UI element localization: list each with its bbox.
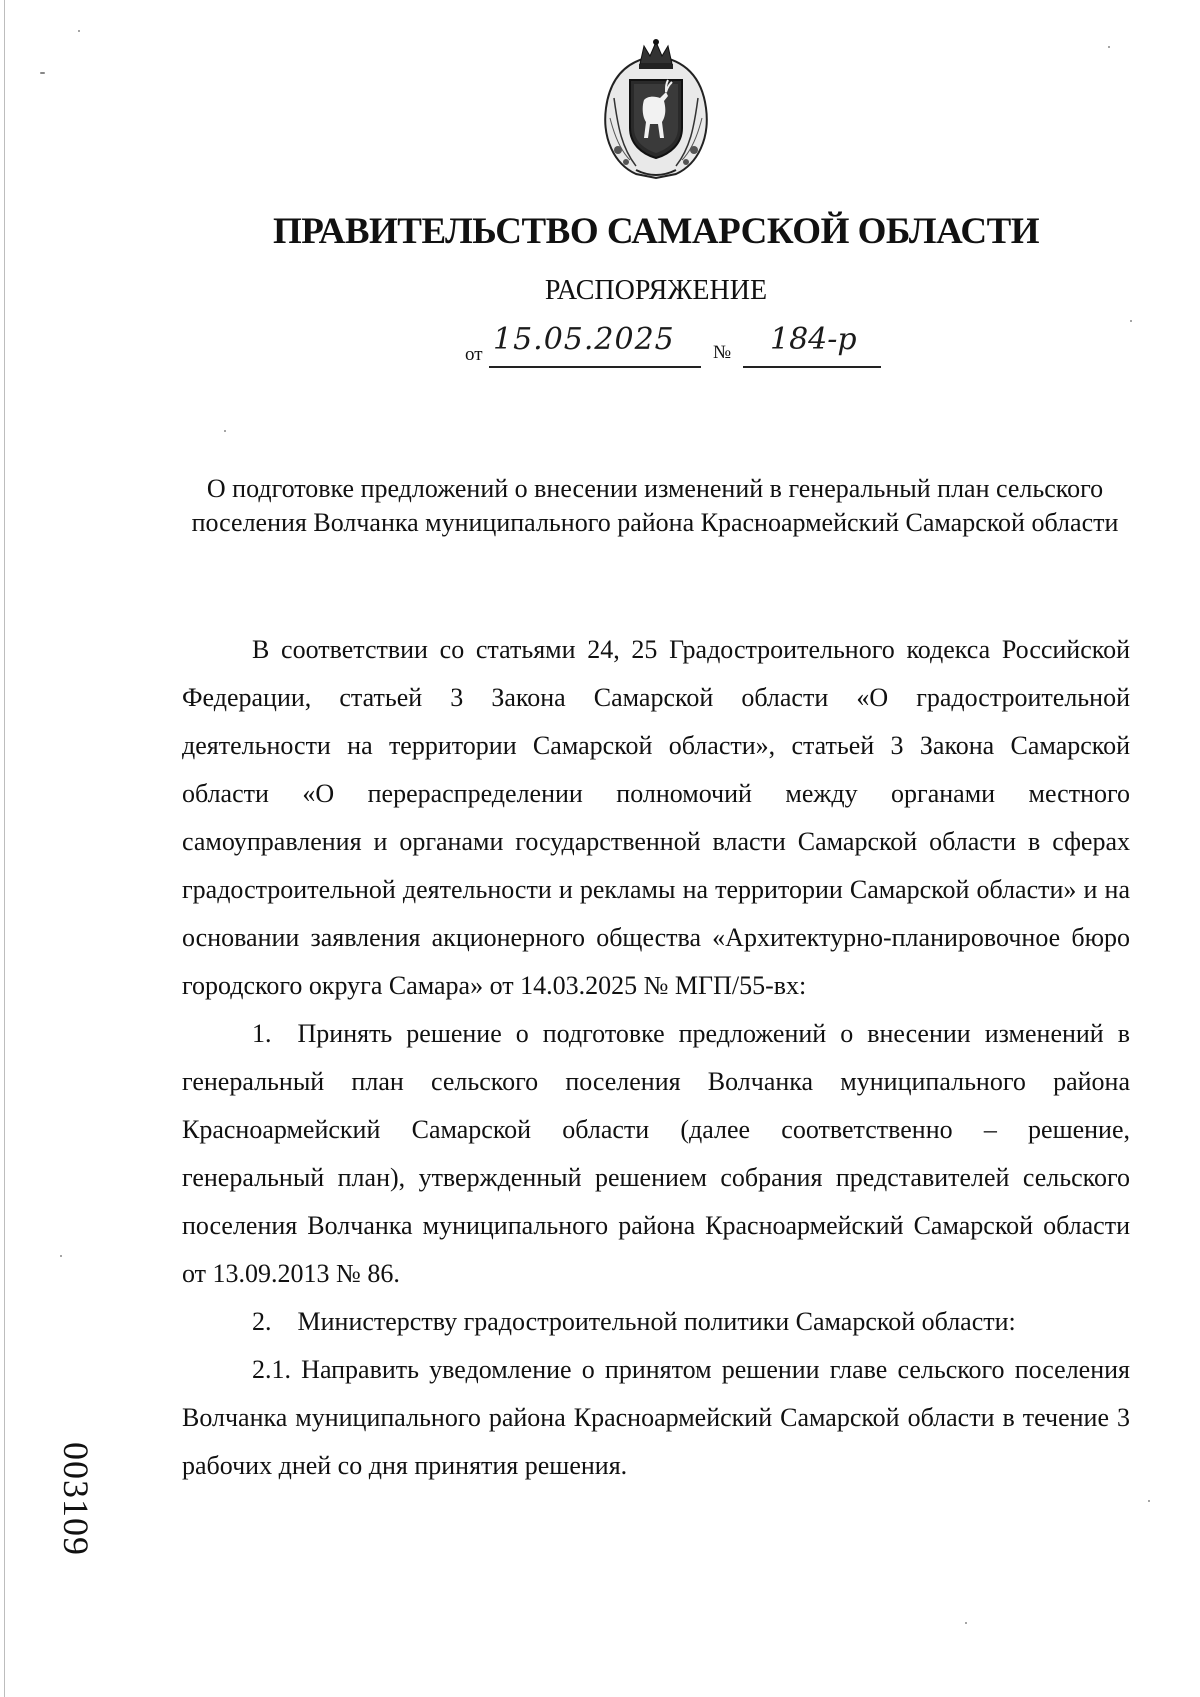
preamble-paragraph: В соответствии со статьями 24, 25 Градостроительного кодекса Российской Федерации, статьей 3 Закона Самарской области «О градостроительной деятельности на территории Самарской области», статьей 3 Закона Самарской области «О перераспределении полномочий между органами местного самоуправления и органами государственной власти Самарской области в сферах градостроительной деятельности и рекламы на территории Самарской области» и на основании заявления акционерного общества «Архитектурно-планировочное бюро городского округа Самара» от 14.03.2025 № МГП/55-вх: (182, 635, 1130, 1000)
page-edge-line (4, 0, 5, 1697)
number-label: № (713, 342, 732, 363)
date-label: от (465, 344, 483, 365)
registration-line (465, 322, 885, 382)
document-subject: О подготовке предложений о внесении изменений в генеральный план сельского поселения Волчанка муниципального района Красноармейский Самарской области (191, 474, 1119, 537)
document-type: РАСПОРЯЖЕНИЕ (544, 275, 768, 306)
serial-number: 003109 (56, 1442, 96, 1556)
scan-speck (1108, 46, 1110, 48)
coat-of-arms-icon (596, 38, 716, 180)
item-2-paragraph: 2. Министерству градостроительной политики Самарской области: (252, 1307, 1016, 1336)
scan-speck (1148, 1500, 1150, 1502)
date-underline (489, 366, 701, 368)
scan-speck (40, 72, 45, 74)
scan-speck (224, 430, 226, 432)
document-body (182, 626, 1130, 1490)
scan-speck (60, 1255, 62, 1257)
number-underline (743, 366, 881, 368)
handwritten-number: 184-р (770, 322, 857, 357)
item-2-1-paragraph: 2.1. Направить уведомление о принятом решении главе сельского поселения Волчанка муниципального района Красноармейский Самарской области в течение 3 рабочих дней со дня принятия решения. (182, 1355, 1130, 1480)
government-title: ПРАВИТЕЛЬСТВО САМАРСКОЙ ОБЛАСТИ (272, 211, 1040, 252)
handwritten-date: 15.05.2025 (493, 322, 675, 357)
scan-speck (78, 30, 80, 32)
scan-speck (1130, 320, 1132, 322)
scan-speck (965, 1622, 967, 1624)
item-1-paragraph: 1. Принять решение о подготовке предложений о внесении изменений в генеральный план сельского поселения Волчанка муниципального района Красноармейский Самарской области (далее соответственно – решение, генеральный план), утвержденный решением собрания представителей сельского поселения Волчанка муниципального района Красноармейский Самарской области от 13.09.2013 № 86. (182, 1019, 1130, 1288)
